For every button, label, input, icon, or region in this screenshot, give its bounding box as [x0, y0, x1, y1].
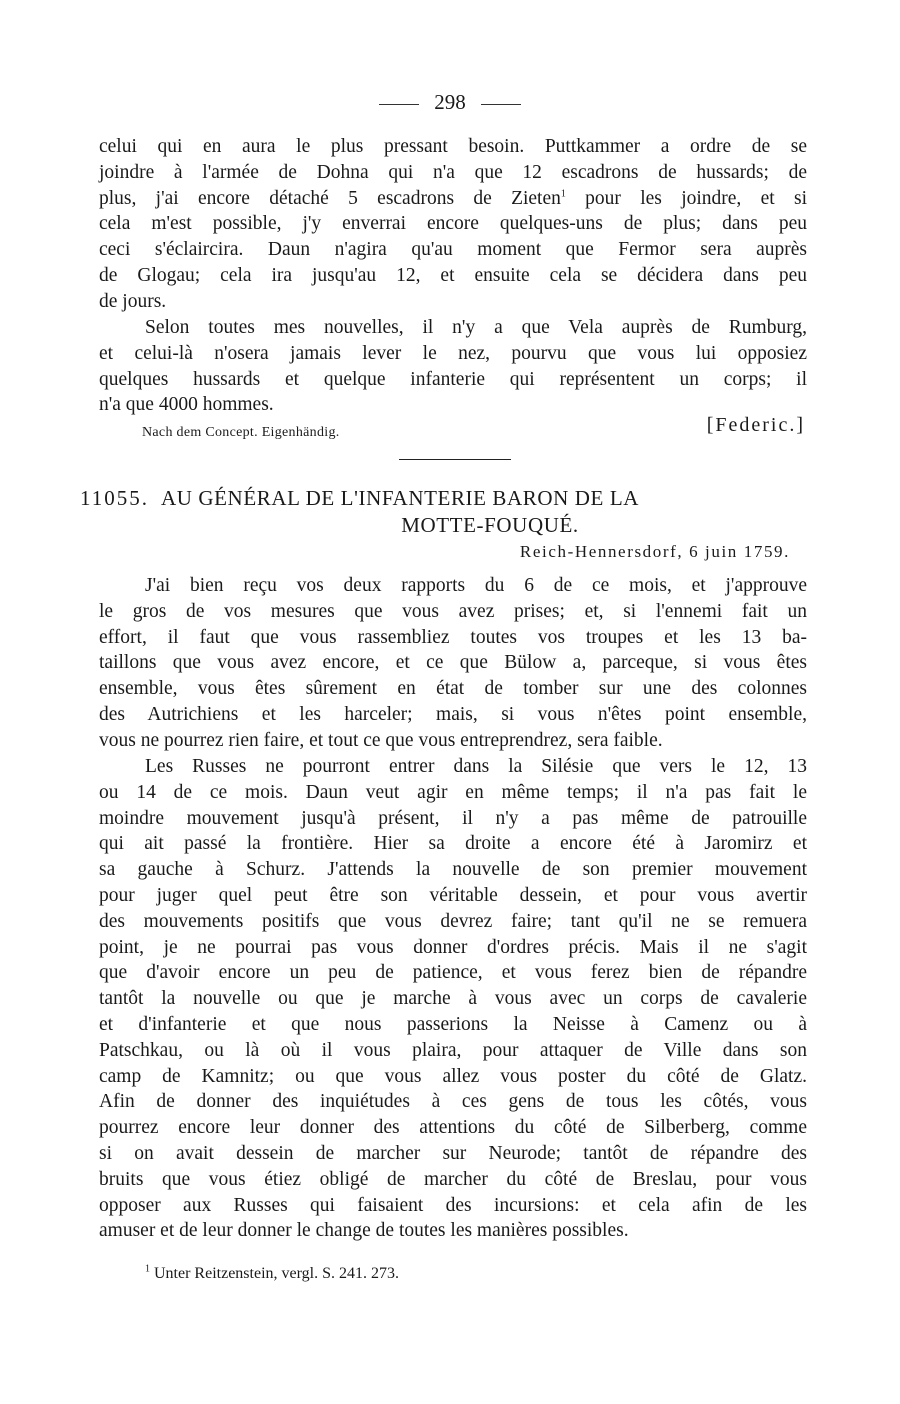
letter-paragraph-1 [99, 573, 807, 754]
text-line: Afin de donner des inquiétudes à ces gens de tous les côtés, vous [99, 1091, 807, 1113]
text-line: celui qui en aura le plus pressant besoin. Puttkammer a ordre de se [99, 136, 807, 157]
text-line: moindre mouvement jusqu'à présent, il n'y a pas même de patrouille [99, 807, 807, 829]
footnote-ref: 1 [560, 188, 566, 200]
footnote-marker: 1 [145, 1263, 150, 1275]
text-line: le gros de vos mesures que vous avez prises; et, si l'ennemi fait un [99, 600, 807, 622]
text-line: pour juger quel peut être son véritable dessein, et pour vous avertir [99, 884, 807, 906]
text-line: taillons que vous avez encore, et ce que Bülow a, parceque, si vous êtes [99, 652, 807, 674]
text-line: des Autrichiens et les harceler; mais, si vous n'êtes point ensemble, [99, 703, 807, 725]
letter-title [80, 485, 820, 511]
text-line: ceci s'éclaircira. Daun n'agira qu'au moment que Fermor sera auprès [99, 239, 807, 261]
section-divider [399, 459, 511, 460]
text-line: bruits que vous étiez obligé de marcher du côté de Breslau, pour vous [99, 1168, 807, 1190]
text-line: Selon toutes mes nouvelles, il n'y a que Vela auprès de Rumburg, [145, 317, 807, 338]
text-line: si on avait dessein de marcher sur Neurode; tantôt de répandre des [99, 1142, 807, 1164]
text-line: effort, il faut que vous rassembliez toutes vos troupes et les 13 ba- [99, 626, 807, 648]
text-line: sa gauche à Schurz. J'attends la nouvelle de son premier mouvement [99, 859, 807, 881]
page-number: 298 [434, 90, 466, 114]
text-line: tantôt la nouvelle ou que je marche à vous avec un corps de cavalerie [99, 988, 807, 1010]
text-line: vous ne pourrez rien faire, et tout ce que vous entreprendrez, sera faible. [99, 729, 663, 751]
text-line: point, je ne pourrai pas vous donner d'ordres précis. Mais il ne s'agit [99, 936, 807, 958]
text-line: Patschkau, ou là où il vous plaira, pour attaquer de Ville dans son [99, 1039, 807, 1061]
text-line: de Glogau; cela ira jusqu'au 12, et ensuite cela se décidera dans peu [99, 264, 807, 286]
place-date: Reich-Hennersdorf, 6 juin 1759. [519, 542, 790, 561]
letter-title-line1: AU GÉNÉRAL DE L'INFANTERIE BARON DE LA [160, 486, 640, 510]
text-line: amuser et de leur donner le change de toutes les manières possibles. [99, 1220, 629, 1242]
source-note: Nach dem Concept. Eigenhändig. [142, 425, 340, 440]
text-line: opposer aux Russes qui faisaient des incursions: et cela afin de les [99, 1194, 807, 1216]
text-line: et d'infanterie et que nous passerions la Neisse à Camenz ou à [99, 1013, 807, 1035]
signature: [Federic.] [706, 414, 805, 436]
text-line: pourrez encore leur donner des attentions du côté de Silberberg, comme [99, 1117, 807, 1139]
text-line: Les Russes ne pourront entrer dans la Silésie que vers le 12, 13 [145, 756, 807, 777]
text-line: J'ai bien reçu vos deux rapports du 6 de ce mois, et j'approuve [145, 575, 807, 596]
letter-title-line2: MOTTE-FOUQUÉ. [401, 513, 579, 537]
text-line: de jours. [99, 290, 167, 312]
text-line: qui ait passé la frontière. Hier sa droite a encore été à Jaromirz et [99, 833, 807, 855]
text-segment: pour les joindre, et si [565, 187, 807, 209]
text-line: des mouvements positifs que vous devrez faire; tant qu'il ne se remuera [99, 910, 807, 932]
page-header [0, 90, 900, 114]
text-segment: plus, j'ai encore détaché 5 escadrons de Zieten [99, 187, 561, 209]
header-dash-right [481, 104, 521, 105]
paragraph-vela [99, 315, 807, 418]
text-line: n'a que 4000 hommes. [99, 394, 274, 416]
text-line: quelques hussards et quelque infanterie qui représentent un corps; il [99, 368, 807, 390]
text-line: et celui-là n'osera jamais lever le nez, pourvu que vous lui opposiez [99, 342, 807, 364]
header-dash-left [379, 104, 419, 105]
continuation-paragraph [99, 134, 807, 315]
letter-paragraph-2 [99, 754, 807, 1244]
text-line: cela m'est possible, j'y enverrai encore quelques-uns de plus; dans peu [99, 213, 807, 235]
text-line [99, 186, 807, 212]
letter-number: 11055. [80, 486, 149, 510]
text-line: camp de Kamnitz; ou que vous allez vous poster du côté de Glatz. [99, 1065, 807, 1087]
text-line: joindre à l'armée de Dohna qui n'a que 12 escadrons de hussards; de [99, 161, 807, 183]
text-line: ou 14 de ce mois. Daun veut agir en même temps; il n'a pas fait le [99, 781, 807, 803]
text-line: que d'avoir encore un peu de patience, et vous ferez bien de répandre [99, 962, 807, 984]
text-line: ensemble, vous êtes sûrement en état de tomber sur une des colonnes [99, 678, 807, 700]
footnote [145, 1265, 399, 1283]
footnote-text: Unter Reitzenstein, vergl. S. 241. 273. [154, 1265, 399, 1282]
